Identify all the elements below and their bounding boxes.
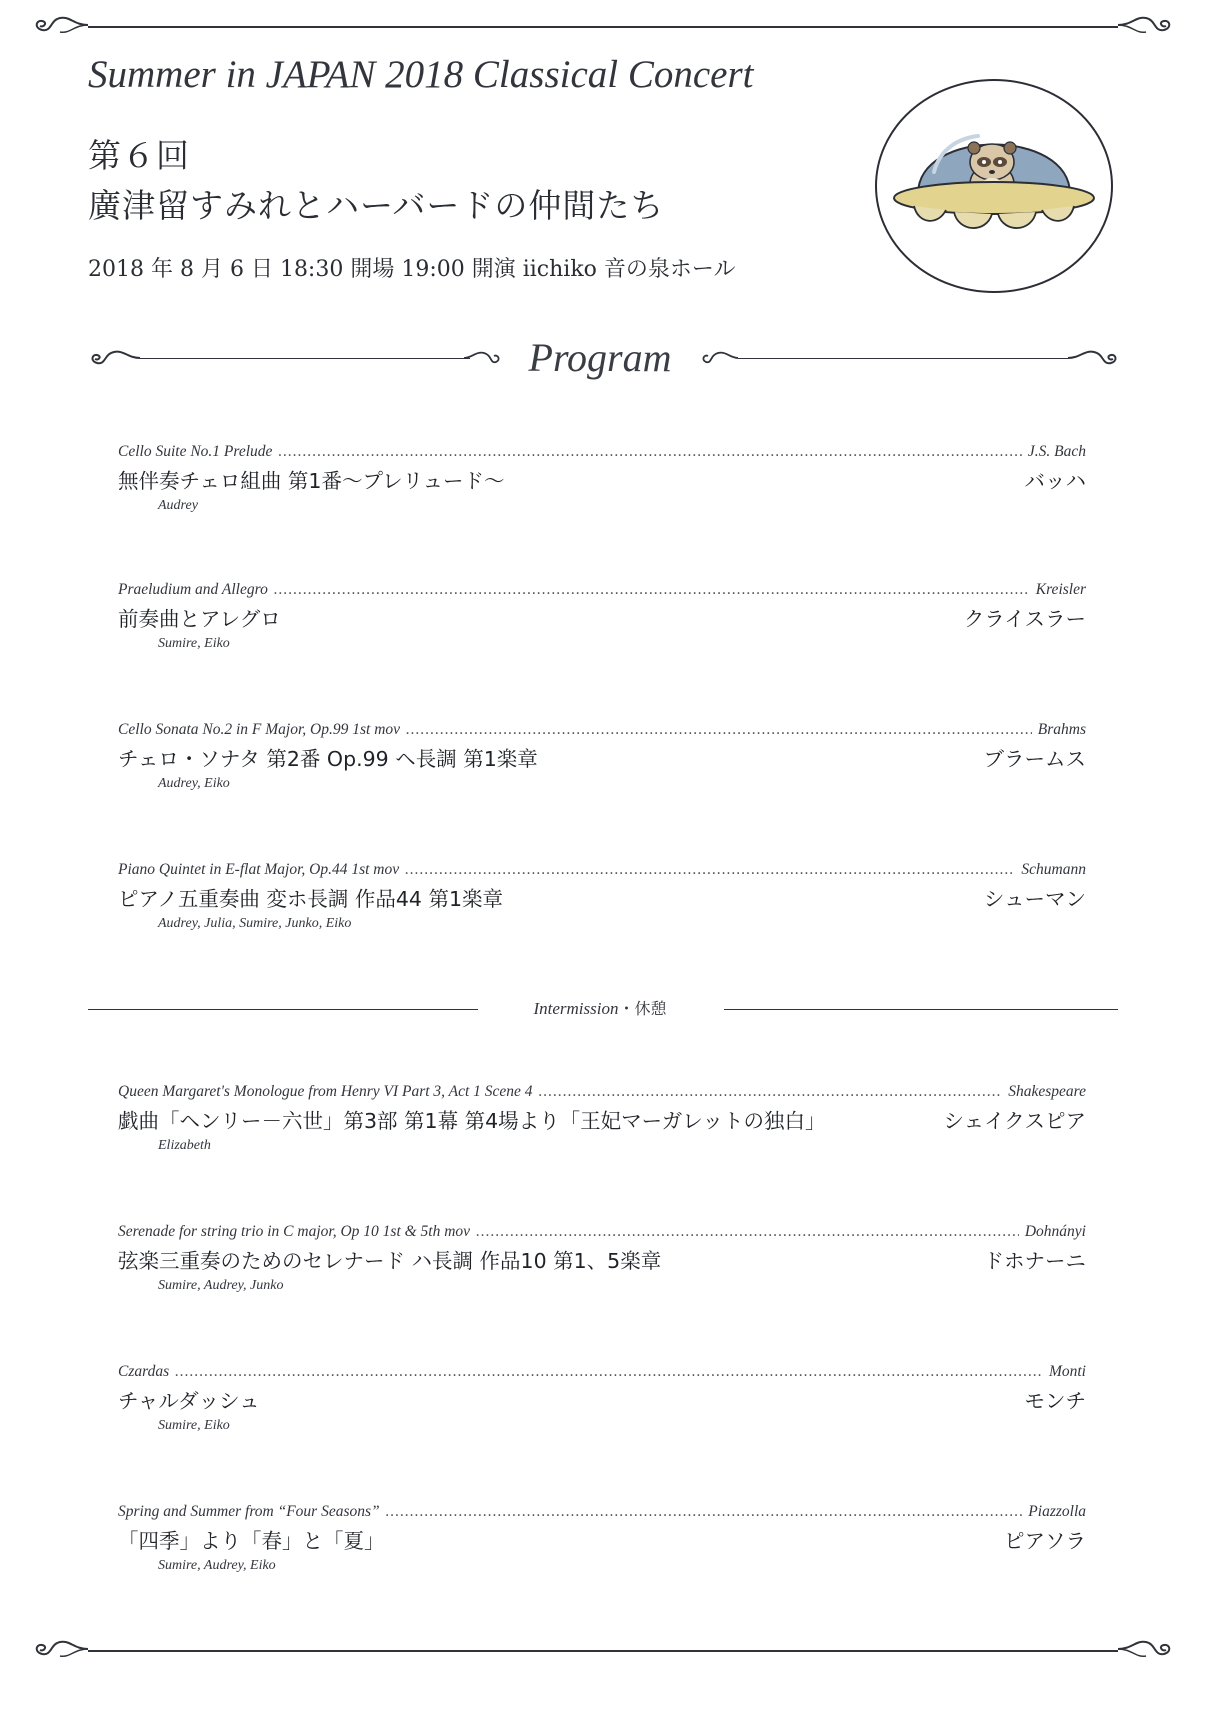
program-item xyxy=(118,860,1086,932)
bottom-border-line xyxy=(88,1650,1118,1652)
leader-dots xyxy=(386,1502,1023,1522)
composer-jp: バッハ xyxy=(1024,469,1086,493)
performers: Sumire, Audrey, Junko xyxy=(158,1278,284,1293)
performers: Audrey, Julia, Sumire, Junko, Eiko xyxy=(158,916,352,931)
top-right-flourish-icon xyxy=(1116,12,1176,38)
performers: Sumire, Audrey, Eiko xyxy=(158,1558,276,1573)
leader-dots xyxy=(175,1362,1043,1382)
program-right-flourish-icon xyxy=(1066,346,1122,370)
leader-dots xyxy=(406,720,1032,740)
piece-title-en: Praeludium and Allegro xyxy=(118,581,268,598)
program-title: Program xyxy=(528,335,672,380)
piece-title-en: Cello Sonata No.2 in F Major, Op.99 1st mov xyxy=(118,721,401,738)
performers: Audrey xyxy=(158,498,198,513)
piece-title-en: Queen Margaret's Monologue from Henry VI Part 3, Act 1 Scene 4 xyxy=(118,1083,533,1100)
composer-jp: ブラームス xyxy=(983,747,1086,771)
composer-jp: シューマン xyxy=(983,887,1086,911)
performers: Audrey, Eiko xyxy=(158,776,230,791)
program-item xyxy=(118,580,1086,652)
composer-jp: ドホナーニ xyxy=(983,1249,1086,1273)
program-right-line xyxy=(738,358,1068,359)
piece-title-jp: 「四季」より「春」と「夏」 xyxy=(118,1529,385,1553)
composer-jp: シェイクスピア xyxy=(943,1109,1086,1133)
piece-title-en: Cello Suite No.1 Prelude xyxy=(118,443,273,460)
concert-title-en: Summer in JAPAN 2018 Classical Concert xyxy=(88,53,754,96)
piece-title-en: Czardas xyxy=(118,1363,170,1380)
leader-dots xyxy=(476,1222,1019,1242)
piece-title-en: Piano Quintet in E-flat Major, Op.44 1st mov xyxy=(118,861,400,878)
composer-en: Monti xyxy=(1048,1363,1086,1380)
intermission-label xyxy=(480,996,720,1019)
performers: Sumire, Eiko xyxy=(158,636,230,651)
piece-title-jp: 戯曲「ヘンリー－六世」第3部 第1幕 第4場より「王妃マーガレットの独白」 xyxy=(118,1109,826,1133)
composer-en: Dohnányi xyxy=(1024,1223,1086,1240)
program-item xyxy=(118,442,1086,514)
piece-title-jp: チャルダッシュ xyxy=(118,1389,260,1413)
piece-title-jp: 弦楽三重奏のためのセレナード ハ長調 作品10 第1、5楽章 xyxy=(118,1249,662,1273)
performers: Sumire, Eiko xyxy=(158,1418,230,1433)
composer-en: Shakespeare xyxy=(1008,1083,1086,1100)
top-border-line xyxy=(88,26,1118,28)
intermission-right-line xyxy=(724,1009,1118,1010)
composer-jp: モンチ xyxy=(1024,1389,1086,1413)
piece-title-en: Serenade for string trio in C major, Op 10 1st & 5th mov xyxy=(118,1223,471,1240)
composer-en: J.S. Bach xyxy=(1027,443,1086,460)
program-item xyxy=(118,1502,1086,1574)
top-left-flourish-icon xyxy=(30,12,90,38)
composer-en: Kreisler xyxy=(1035,581,1086,598)
piece-title-jp: 無伴奏チェロ組曲 第1番～プレリュード～ xyxy=(118,469,505,493)
leader-dots xyxy=(539,1082,1003,1102)
composer-jp: クライスラー xyxy=(963,607,1086,631)
piece-title-jp: 前奏曲とアレグロ xyxy=(118,607,281,631)
concert-title-jp: 廣津留すみれとハーバードの仲間たち xyxy=(88,186,665,225)
program-item xyxy=(118,720,1086,792)
intermission-left-line xyxy=(88,1009,478,1010)
composer-en: Schumann xyxy=(1021,861,1086,878)
piece-title-en: Spring and Summer from “Four Seasons” xyxy=(118,1503,380,1520)
composer-en: Brahms xyxy=(1037,721,1086,738)
bottom-left-flourish-icon xyxy=(30,1636,90,1662)
program-left-flourish-icon xyxy=(86,346,142,370)
leader-dots xyxy=(278,442,1021,462)
ufo-tanuki-logo-icon xyxy=(874,76,1122,296)
program-item xyxy=(118,1222,1086,1294)
leader-dots xyxy=(405,860,1015,880)
intermission-en: Intermission xyxy=(533,999,619,1018)
program-item xyxy=(118,1362,1086,1434)
edition-label: 第６回 xyxy=(88,136,190,175)
intermission-jp: 休憩 xyxy=(634,999,667,1018)
composer-en: Piazzolla xyxy=(1028,1503,1086,1520)
bottom-right-flourish-icon xyxy=(1116,1636,1176,1662)
date-venue: 2018 年 8 月 6 日 18:30 開場 19:00 開演 iichiko 音の泉ホール xyxy=(88,257,736,282)
intermission-separator: ・ xyxy=(618,999,635,1018)
program-item xyxy=(118,1082,1086,1154)
program-right-inner-flourish-icon xyxy=(700,348,740,368)
piece-title-jp: チェロ・ソナタ 第2番 Op.99 ヘ長調 第1楽章 xyxy=(118,747,538,771)
leader-dots xyxy=(274,580,1030,600)
composer-jp: ピアソラ xyxy=(1004,1529,1086,1553)
performers: Elizabeth xyxy=(158,1138,211,1153)
piece-title-jp: ピアノ五重奏曲 変ホ長調 作品44 第1楽章 xyxy=(118,887,504,911)
program-left-line xyxy=(140,358,470,359)
